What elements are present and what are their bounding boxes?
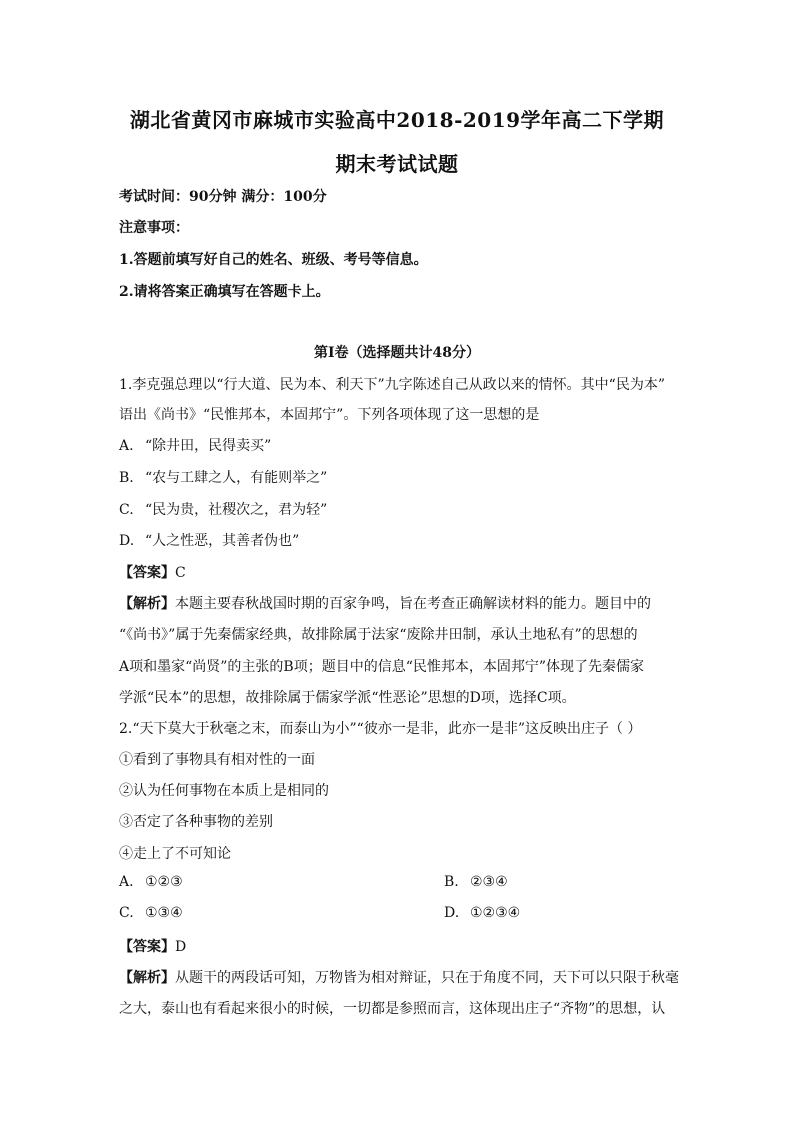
document-title-line2: 期末考试试题 — [335, 152, 459, 176]
question-2-option-b — [444, 874, 508, 890]
question-1-option-b — [119, 467, 327, 487]
question-2-option-c — [119, 905, 183, 921]
question-2-option-d — [444, 905, 520, 921]
note-item: 2.请将答案正确填写在答题卡上。 — [119, 284, 330, 300]
option-label: D. — [119, 533, 135, 549]
question-1-stem: 1.李克强总理以“行大道、民为本、利天下”九字陈述自己从政以来的情怀。其中“民为本” — [119, 377, 665, 393]
document-title-line1: 湖北省黄冈市麻城市实验高中2018-2019学年高二下学期 — [129, 108, 665, 132]
option-label: B. — [444, 874, 459, 890]
answer-value: D — [175, 939, 187, 955]
question-1-stem: 语出《尚书》“民惟邦本，本固邦宁”。下列各项体现了这一思想的是 — [119, 407, 540, 423]
question-1-analysis — [119, 593, 651, 613]
question-1-option-a — [119, 435, 271, 455]
answer-label: 【答案】 — [119, 939, 175, 955]
option-text: “农与工肆之人，有能则举之” — [145, 470, 328, 486]
question-2-statement: ①看到了事物具有相对性的一面 — [119, 752, 315, 768]
section-heading: 第I卷（选择题共计48分） — [313, 345, 481, 361]
question-1-answer — [119, 562, 186, 582]
answer-value: C — [175, 565, 186, 581]
question-2-answer — [119, 936, 186, 956]
option-text: ②③④ — [470, 874, 508, 890]
question-1-analysis: A项和墨家“尚贤”的主张的B项；题目中的信息“民惟邦本，本固邦宁”体现了先秦儒家 — [119, 659, 645, 675]
option-text: ①②③ — [145, 874, 183, 890]
option-text: ①②③④ — [470, 905, 521, 921]
note-item: 1.答题前填写好自己的姓名、班级、考号等信息。 — [119, 252, 428, 268]
option-text: ①③④ — [145, 905, 183, 921]
analysis-text: 从题干的两段话可知，万物皆为相对辩证，只在于角度不同，天下可以只限于秋毫 — [175, 970, 679, 986]
analysis-label: 【解析】 — [119, 596, 175, 612]
question-1-analysis: “《尚书》”属于先秦儒家经典，故排除属于法家“废除井田制，承认土地私有”的思想的 — [119, 627, 638, 643]
option-label: A. — [119, 874, 134, 890]
question-1-option-c — [119, 499, 327, 519]
question-2-analysis — [119, 967, 679, 987]
question-1-option-d — [119, 530, 299, 550]
answer-label: 【答案】 — [119, 565, 175, 581]
question-2-statement: ③否定了各种事物的差别 — [119, 814, 273, 830]
question-1-analysis: 学派“民本”的思想，故排除属于儒家学派“性恶论”思想的D项，选择C项。 — [119, 690, 576, 706]
question-2-option-a — [119, 874, 183, 890]
analysis-text: 本题主要春秋战国时期的百家争鸣，旨在考查正确解读材料的能力。题目中的 — [175, 596, 651, 612]
notes-heading: 注意事项： — [119, 220, 189, 236]
question-2-statement: ②认为任何事物在本质上是相同的 — [119, 783, 329, 799]
option-text: “人之性恶，其善者伪也” — [145, 533, 300, 549]
option-label: D. — [444, 905, 460, 921]
option-label: C. — [119, 905, 134, 921]
question-2-statement: ④走上了不可知论 — [119, 846, 231, 862]
analysis-label: 【解析】 — [119, 970, 175, 986]
exam-info: 考试时间：90分钟 满分：100分 — [119, 189, 327, 205]
option-label: C. — [119, 502, 134, 518]
option-label: B. — [119, 470, 134, 486]
option-text: “除井田，民得卖买” — [145, 438, 272, 454]
question-2-stem: 2.“天下莫大于秋毫之末，而泰山为小”“彼亦一是非，此亦一是非”这反映出庄子（ ） — [119, 721, 642, 737]
question-2-analysis: 之大，泰山也有看起来很小的时候，一切都是参照而言，这体现出庄子“齐物”的思想，认 — [119, 1001, 666, 1017]
option-text: “民为贵，社稷次之，君为轻” — [145, 502, 328, 518]
option-label: A. — [119, 438, 134, 454]
